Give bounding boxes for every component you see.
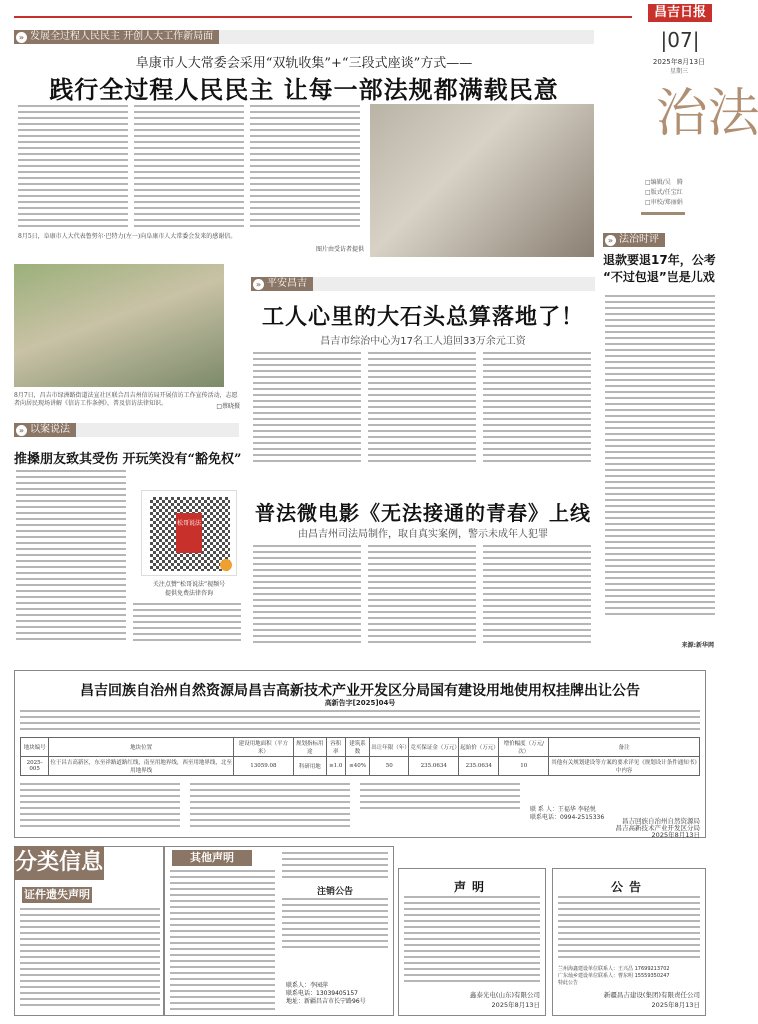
- article3-headline: 推搡朋友致其受伤 开玩笑没有“豁免权”: [14, 452, 242, 467]
- section-bar-case: [14, 423, 239, 437]
- masthead-logo: 昌吉日报: [648, 4, 712, 22]
- qr-code[interactable]: [141, 490, 237, 576]
- community-caption: 8月7日，昌吉市绿洲路街道法宣社区联合昌吉州信访局开展信访工作宣传活动，志愿者向居民现场讲解《信访工作条例》，普及信访法律知识。: [14, 392, 238, 407]
- other-statement-body-2: [282, 852, 388, 880]
- table-header-cell: 地块位置: [49, 738, 234, 757]
- table-header-cell: 容积率: [326, 738, 345, 757]
- lead-body-col1: [18, 105, 128, 227]
- statement-body: [404, 896, 540, 982]
- other-statement-title: 其他声明: [172, 850, 252, 866]
- video-account-icon: [220, 559, 232, 571]
- cancel-contact-person: 联系人：李园萍: [286, 982, 329, 989]
- article2-body-col1: [253, 352, 361, 464]
- section-label-safe: 平安昌吉: [267, 278, 307, 289]
- land-notice-body-col1: [20, 783, 180, 831]
- statement-signer: 鑫泰光电(山东)有限公司: [469, 991, 540, 999]
- land-notice-title: 昌吉回族自治州自然资源局昌吉高新技术产业开发区分局国有建设用地使用权挂牌出让公告: [80, 683, 640, 699]
- land-notice-body-col3: [360, 783, 520, 811]
- table-cell: ≥1.0: [326, 757, 345, 776]
- announcement-contact2: 广东灿乡建设单位联系人：曹东明 15559350247: [558, 973, 670, 979]
- cancel-contact: [286, 982, 392, 1006]
- section-bar-top: [14, 30, 594, 44]
- announcement-contact1: 兰州海鑫建设单位联系人：王兴昌 17699213702: [558, 966, 670, 972]
- sidebar-title: 法治: [646, 85, 758, 137]
- sidebar-body: [605, 295, 715, 615]
- qr-logo: 松哥说法: [176, 513, 202, 553]
- cancel-notice-body: [282, 898, 388, 948]
- article4-headline: 普法微电影《无法接通的青春》上线: [255, 501, 591, 525]
- article2-headline: 工人心里的大石头总算落地了！: [261, 304, 584, 330]
- lead-kicker: 阜康市人大常委会采用“双轨收集”+“三段式座谈”方式——: [135, 56, 473, 71]
- other-statement-body: [170, 870, 275, 1010]
- land-table: [20, 737, 700, 776]
- article2-body-col3: [483, 352, 591, 464]
- article3-body-col2: [133, 603, 241, 643]
- sidebar-rule: [641, 212, 685, 215]
- land-notice-docno: 高新告字[2025]04号: [324, 699, 396, 707]
- announcement-sign: [558, 990, 700, 1010]
- cancel-contact-address: 地址：新疆昌吉市长宁路96号: [286, 998, 366, 1005]
- chevron-icon: »: [605, 235, 616, 246]
- announcement-title: 公告: [610, 880, 647, 894]
- lost-cert-title: 证件遗失声明: [24, 888, 90, 901]
- article4-body-col1: [253, 545, 361, 643]
- land-sign-line2: 昌吉高新技术产业开发区分局: [615, 824, 700, 832]
- table-header-cell: 建筑系数: [345, 738, 369, 757]
- announcement-body: [558, 896, 700, 962]
- table-header-cell: 备注: [549, 738, 700, 757]
- qr-caption-line1: 关注点赞“松哥说法”视频号: [152, 581, 226, 588]
- lead-body-col2: [134, 105, 244, 227]
- chevron-icon: »: [253, 279, 264, 290]
- sidebar-headline-line1: 退款要退17年，公考: [603, 253, 716, 267]
- sidebar-headline: [603, 252, 719, 286]
- issue-date: 2025年8月13日: [652, 58, 706, 66]
- lead-photo: [370, 104, 594, 257]
- lead-caption: 8月5日，阜康市人大代表鲁努尔·巴特力(左一)向阜康市人大常委会发来的感谢信。: [18, 233, 237, 240]
- staff-layout: □版式/任宝红: [645, 189, 683, 196]
- land-table-wrap: [20, 737, 700, 776]
- land-contact-person: 联 系 人：王福华 李轻悦: [530, 806, 596, 813]
- table-header-cell: 规划指标用途: [293, 738, 326, 757]
- table-header-cell: 建设用地面积（平方米）: [234, 738, 294, 757]
- table-header-cell: 增价幅度（万元/次）: [499, 738, 549, 757]
- table-header-cell: 地块编号: [21, 738, 49, 757]
- section-bar-safe: [251, 277, 595, 291]
- lead-headline: 践行全过程人民民主 让每一部法规都满载民意: [49, 75, 559, 104]
- cancel-contact-phone: 联系电话：13039405157: [286, 990, 358, 997]
- table-header-cell: 出让年限（年）: [370, 738, 409, 757]
- land-notice-body-col2: [190, 783, 350, 831]
- statement-date: 2025年8月13日: [491, 1001, 540, 1009]
- land-notice-sign: [530, 818, 700, 839]
- land-contact-phone: 联系电话：0994-2515336: [530, 814, 605, 821]
- lost-cert-body: [20, 908, 160, 1008]
- section-label-case: 以案说法: [30, 424, 70, 435]
- table-cell: 50: [370, 757, 409, 776]
- table-cell: 235.0634: [409, 757, 459, 776]
- announcement-date: 2025年8月13日: [651, 1001, 700, 1009]
- community-credit: □蔡晓摄: [216, 403, 240, 410]
- statement-sign: [404, 990, 540, 1010]
- table-header-cell: 竞买保证金（万元）: [409, 738, 459, 757]
- page-number: |07|: [660, 28, 700, 52]
- lead-body-col3: [250, 105, 360, 227]
- lead-photo-credit: 图片由受访者提供: [315, 246, 364, 253]
- sidebar-column-label: 法治时评: [619, 234, 659, 245]
- land-notice-intro: [20, 710, 700, 730]
- announcement-contacts: [558, 966, 704, 987]
- community-photo: [14, 264, 224, 387]
- chevron-icon: »: [16, 425, 27, 436]
- sidebar-headline-line2: “不过包退”岂是儿戏: [603, 270, 715, 284]
- section-bar-sidebar: [603, 233, 673, 247]
- header-rule: [14, 16, 632, 18]
- table-cell: 2025-005: [21, 757, 49, 776]
- article4-subhead: 由昌吉州司法局制作，取自真实案例，警示未成年人犯罪: [298, 529, 548, 540]
- article2-body-col2: [368, 352, 476, 464]
- statement-title: 声明: [453, 880, 490, 894]
- article4-body-col3: [483, 545, 591, 643]
- article4-body-col2: [368, 545, 476, 643]
- sidebar-source: 来源:新华网: [681, 642, 714, 649]
- classified-banner: 分类信息: [14, 846, 104, 880]
- qr-caption: [135, 580, 243, 598]
- staff-proofreader: □审校/郑丽娟: [645, 199, 683, 206]
- land-sign-date: 2025年8月13日: [651, 831, 700, 839]
- article3-body-col1: [16, 470, 126, 642]
- table-cell: 位于昌吉高新区，东至祥路道路红线，南至用地界线，西至用地界线，北至用地界线: [49, 757, 234, 776]
- article2-subhead: 昌吉市综治中心为17名工人追回33万余元工资: [320, 336, 526, 347]
- section-label: 发展全过程人民民主 开创人大工作新局面: [30, 31, 214, 42]
- table-cell: 13059.08: [234, 757, 294, 776]
- announcement-closing: 特此公告: [558, 980, 579, 986]
- table-cell: ≤40%: [345, 757, 369, 776]
- table-cell: 10: [499, 757, 549, 776]
- table-cell: 其他有关规划建设等方案的要求详见《规划设计条件通知书》中内容: [549, 757, 700, 776]
- table-cell: 科研用地: [293, 757, 326, 776]
- cancel-notice-title: 注销公告: [316, 887, 353, 897]
- land-sign-line1: 昌吉回族自治州自然资源局: [622, 817, 700, 825]
- staff-editor: □编辑/吴 腾: [645, 179, 683, 186]
- announcement-signer: 新疆昌吉建设(集团)有限责任公司: [603, 991, 700, 999]
- chevron-icon: »: [16, 32, 27, 43]
- table-row: [21, 757, 700, 776]
- sidebar-staff: [645, 178, 715, 208]
- table-header-cell: 起始价（万元）: [459, 738, 499, 757]
- table-cell: 235.0634: [459, 757, 499, 776]
- issue-weekday: 星期三: [669, 68, 688, 75]
- qr-caption-line2: 提供免费法律咨询: [164, 590, 213, 597]
